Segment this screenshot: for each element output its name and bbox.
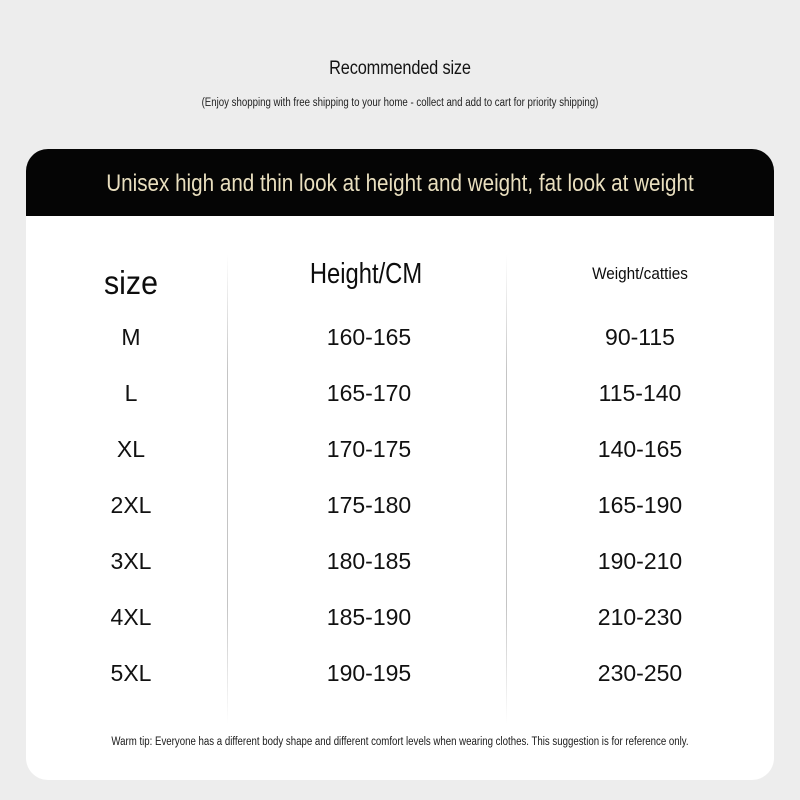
weight-cell: 190-210 — [597, 548, 683, 574]
height-cell: 175-180 — [326, 492, 412, 518]
weight-cell: 115-140 — [598, 380, 682, 406]
height-cell: 180-185 — [326, 548, 412, 574]
height-cell: 160-165 — [326, 324, 412, 350]
size-cell: 4XL — [110, 604, 152, 630]
height-cell: 190-195 — [326, 660, 412, 686]
weight-cell: 210-230 — [597, 604, 683, 630]
page-subtitle: (Enjoy shopping with free shipping to your home - collect and add to cart for priority shipping) — [201, 97, 599, 109]
size-cell: 3XL — [110, 548, 152, 574]
weight-cell: 230-250 — [597, 660, 683, 686]
table-row — [26, 317, 774, 357]
size-chart-card — [26, 149, 774, 780]
size-cell: L — [124, 380, 138, 406]
weight-cell: 90-115 — [605, 324, 675, 350]
size-table-body — [26, 149, 774, 780]
table-row — [26, 653, 774, 693]
table-row — [26, 485, 774, 525]
size-cell: 2XL — [110, 492, 152, 518]
header-weight: Weight/catties — [592, 264, 688, 283]
height-cell: 170-175 — [326, 436, 412, 462]
weight-cell: 165-190 — [597, 492, 683, 518]
footnote: Warm tip: Everyone has a different body shape and different comfort levels when wearing clothes. This suggestion is for reference only. — [111, 736, 689, 748]
table-row — [26, 541, 774, 581]
weight-cell: 140-165 — [597, 436, 683, 462]
size-cell: 5XL — [110, 660, 152, 686]
height-cell: 185-190 — [326, 604, 412, 630]
size-cell: XL — [116, 436, 146, 462]
table-row — [26, 373, 774, 413]
header-size: size — [104, 264, 158, 301]
banner-text: Unisex high and thin look at height and weight, fat look at weight — [106, 170, 694, 197]
header-height: Height/CM — [309, 258, 423, 290]
size-cell: M — [121, 324, 141, 350]
page-title: Recommended size — [329, 58, 471, 79]
height-cell: 165-170 — [326, 380, 412, 406]
table-row — [26, 597, 774, 637]
table-row — [26, 429, 774, 469]
